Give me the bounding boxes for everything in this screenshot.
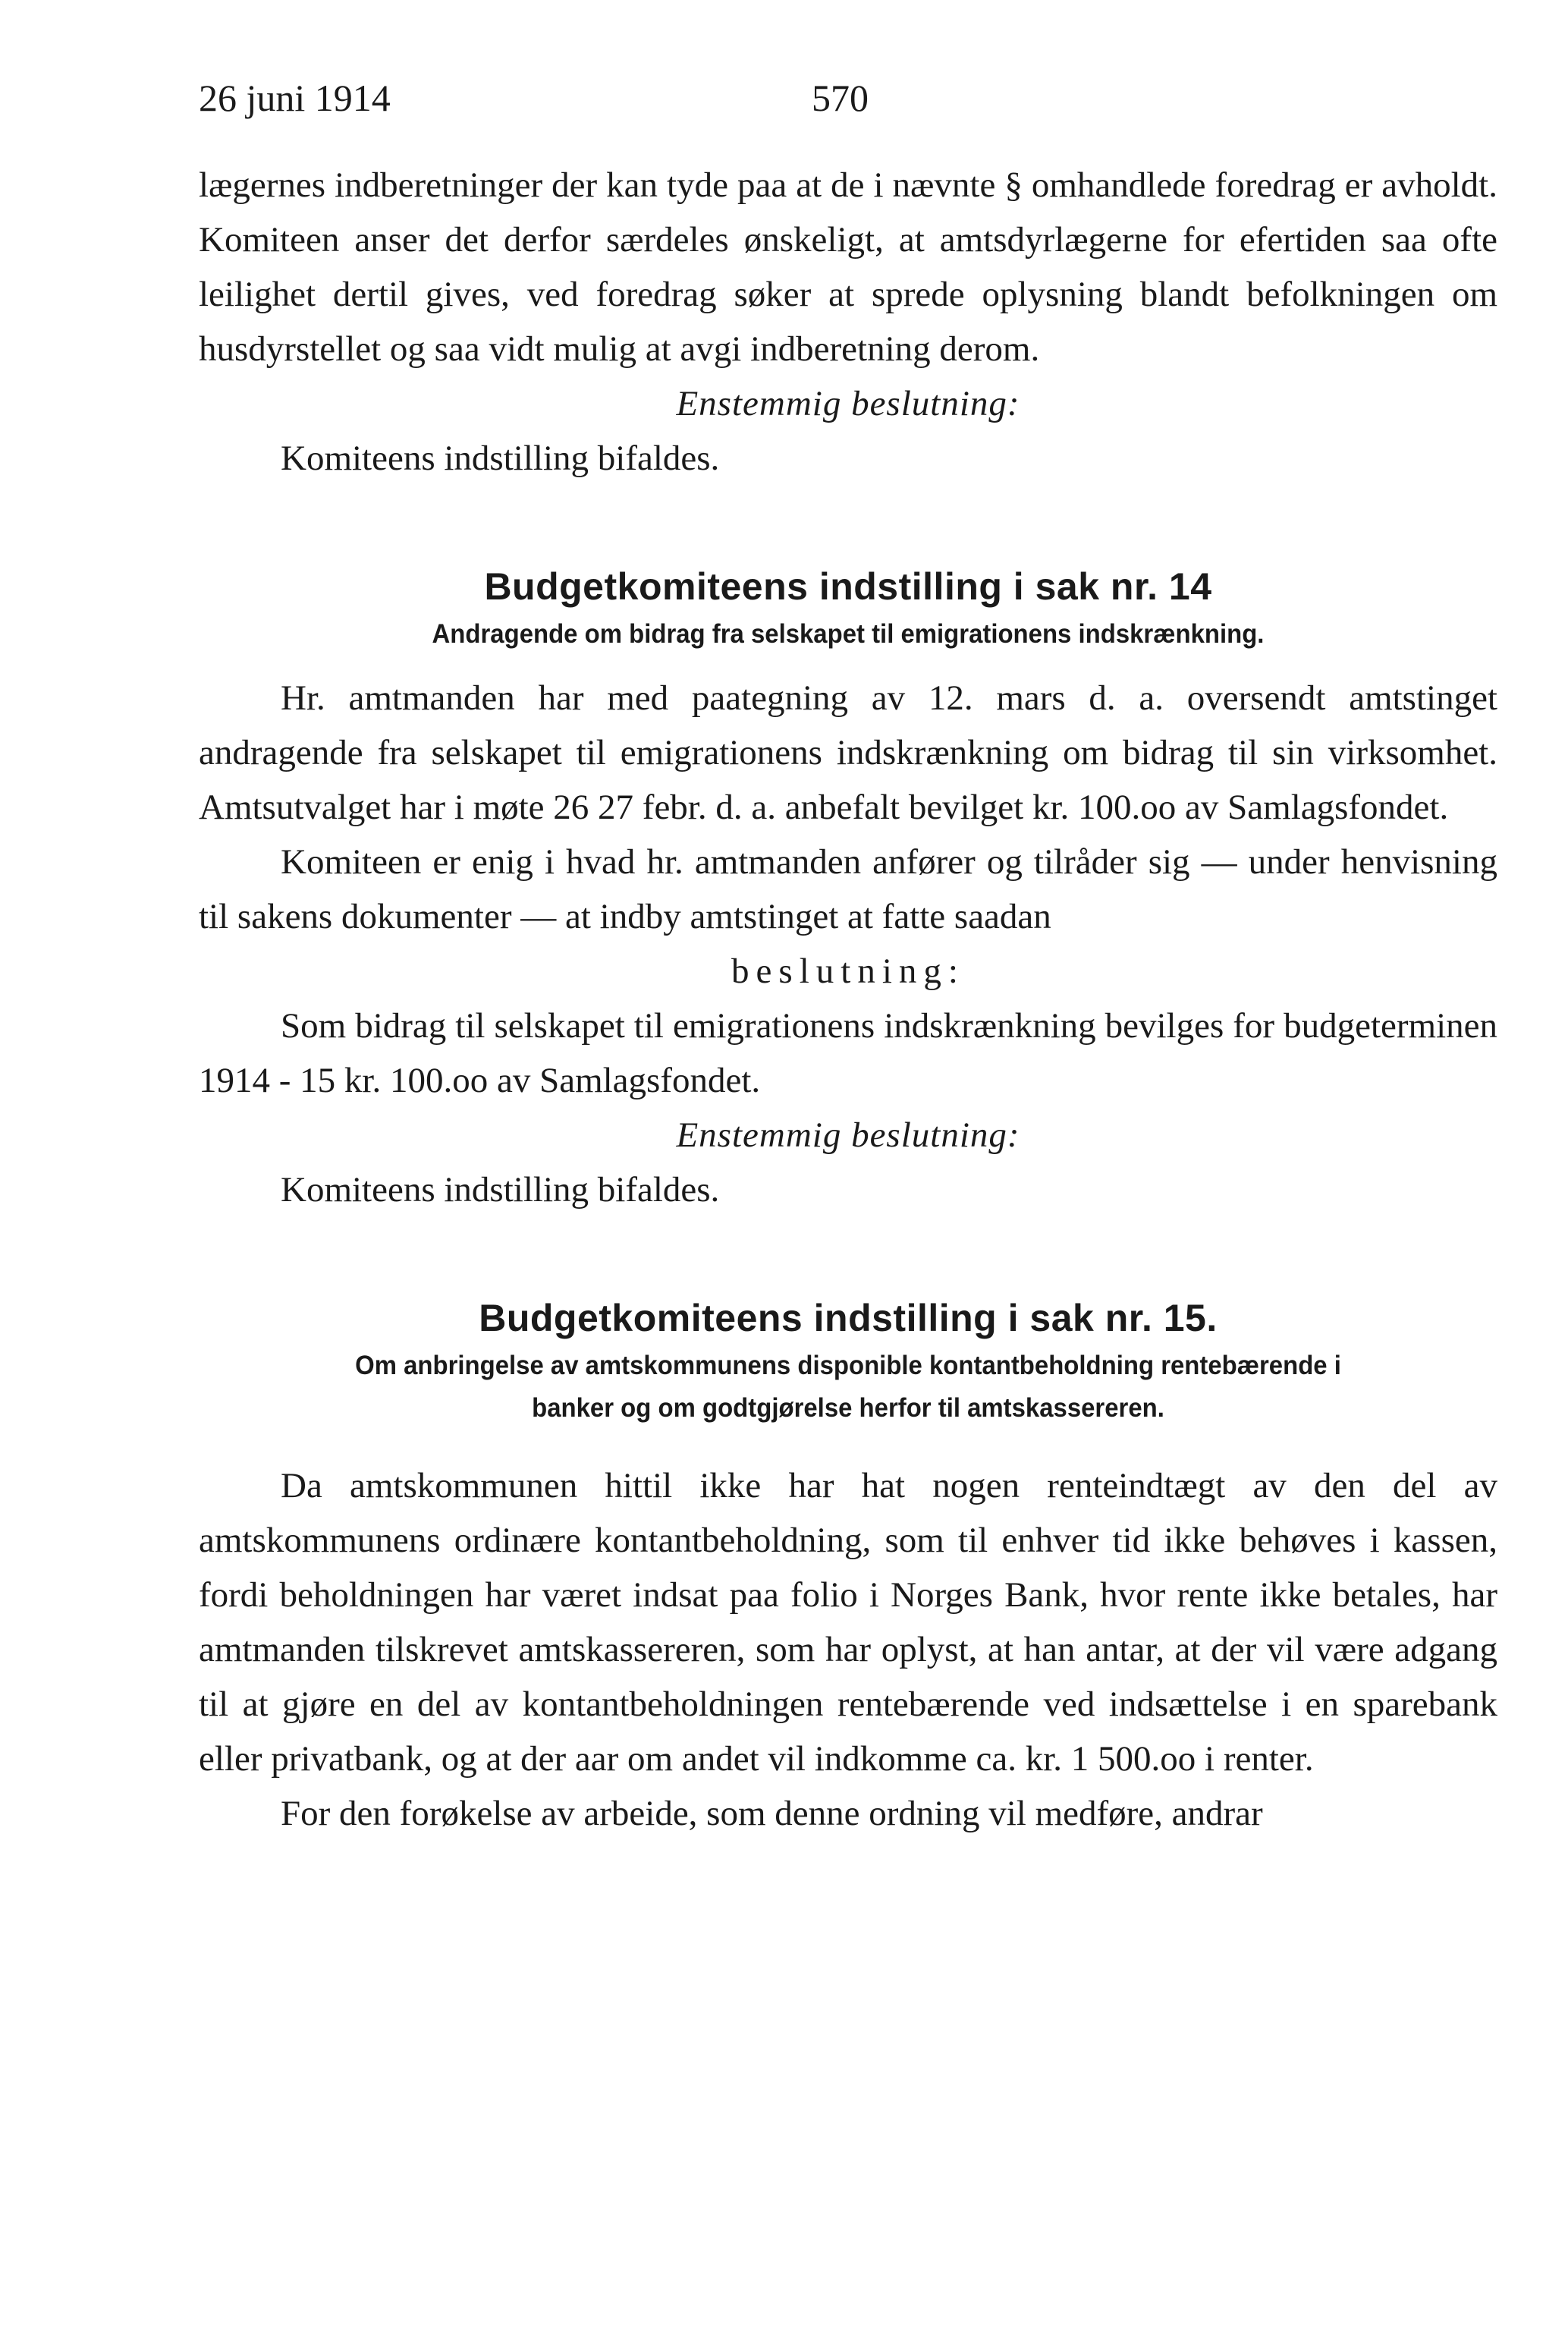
section-subheading: Andragende om bidrag fra selskapet til emigrationens indskrænkning. (432, 619, 1265, 649)
page-number: 570 (812, 77, 869, 119)
section-spacer (199, 1217, 1497, 1291)
decision-text: Komiteens indstilling bifaldes. (281, 1170, 720, 1210)
section-heading: Budgetkomiteens indstilling i sak nr. 15. (479, 1297, 1218, 1339)
paragraph: For den forøkelse av arbeide, som denne ordning vil medføre, andrar (281, 1794, 1263, 1833)
section-sak-14 (199, 560, 1497, 1217)
header-date: 26 juni 1914 (199, 77, 391, 119)
section-subheading-line-1: Om anbringelse av amtskommunens disponible kontantbeholdning rentebærende i (355, 1351, 1341, 1380)
decision-text: Komiteens indstilling bifaldes. (281, 439, 720, 478)
paragraph: Hr. amtmanden har med paategning av 12. mars d. a. oversendt amtstinget andragende fra selskapet til emigrationens indskrænkning om bidrag til sin virksomhet. Amtsutvalget har i møte 26 27 febr. d. a. anbefalt bevilget kr. 100.oo av Samlagsfondet. (199, 678, 1497, 827)
section-spacer (199, 486, 1497, 560)
page-body (199, 158, 1497, 1841)
beslutning-label: beslutning: (731, 952, 965, 991)
section-heading: Budgetkomiteens indstilling i sak nr. 14 (484, 565, 1212, 608)
paragraph: Som bidrag til selskapet til emigrationens indskrænkning bevilges for budgeterminen 1914 - 15 kr. 100.oo av Samlagsfondet. (199, 1006, 1497, 1100)
decision-label: Enstemmig beslutning: (676, 384, 1020, 423)
decision-label: Enstemmig beslutning: (676, 1115, 1020, 1155)
paragraph-continued: lægernes indberetninger der kan tyde paa at de i nævnte § omhandlede foredrag er avholdt. Komiteen anser det derfor særdeles ønskeligt, at amtsdyrlægerne for efertiden saa ofte leilighet dertil gives, ved foredrag søker at sprede oplysning blandt befolkningen om husdyrstellet og saa vidt mulig at avgi indberetning derom. (199, 165, 1497, 369)
paragraph: Komiteen er enig i hvad hr. amtmanden anfører og tilråder sig — under henvisning til sakens dokumenter — at indby amtstinget at fatte saadan (199, 842, 1497, 936)
paragraph: Da amtskommunen hittil ikke har hat nogen renteindtægt av den del av amtskommunens ordinære kontantbeholdning, som til enhver tid ikke behøves i kassen, fordi beholdningen har været indsat paa folio i Norges Bank, hvor rente ikke betales, har amtmanden tilskrevet amtskassereren, som har oplyst, at han antar, at der vil være adgang til at gjøre en del av kontantbeholdningen rentebærende ved indsættelse i en sparebank eller privatbank, og at der aar om andet vil indkomme ca. kr. 1 500.oo i renter. (199, 1466, 1497, 1779)
page-header (199, 76, 1488, 129)
section-subheading-line-2: banker og om godtgjørelse herfor til amtskassereren. (532, 1393, 1164, 1423)
section-sak-15 (199, 1291, 1497, 1841)
